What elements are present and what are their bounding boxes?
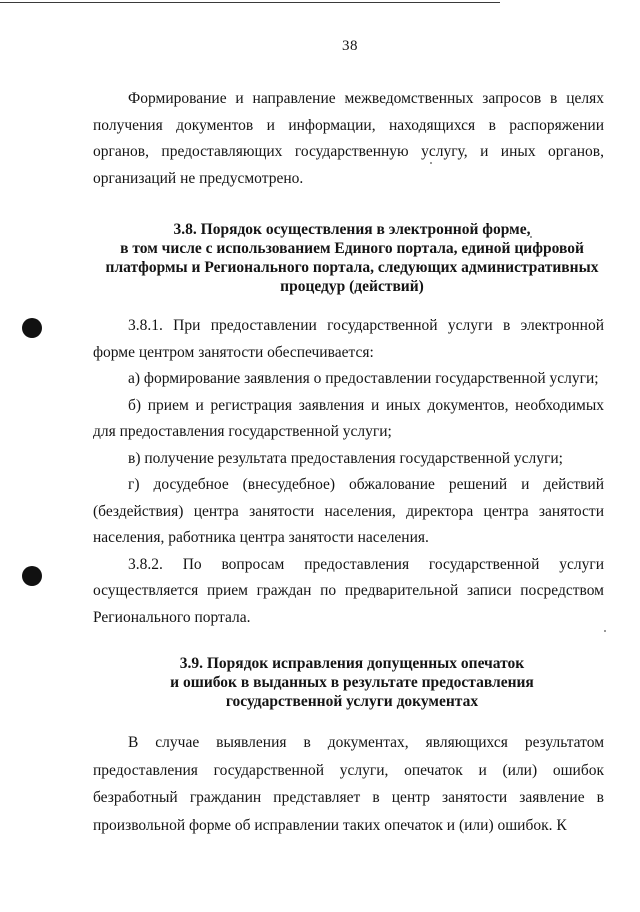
heading-line: государственной услуги документах	[225, 693, 479, 710]
heading-line: и ошибок в выданных в результате предоставления	[170, 674, 534, 691]
intro-paragraph: Формирование и направление межведомственных запросов в целях получения документов и информации, находящихся в распоряжении органов, предоставляющих государственную услугу, и иных органов, организаций не предусмотрено.	[93, 90, 604, 187]
paragraph-3-8-2: 3.8.2. По вопросам предоставления государственной услуги осуществляется прием граждан по предварительной записи посредством Регионального портала.	[93, 555, 604, 626]
heading-line: в том числе с использованием Единого портала, единой цифровой	[120, 240, 584, 257]
list-item-v: в) получение результата предоставления государственной услуги;	[128, 449, 563, 467]
section-3-9-body	[93, 729, 604, 839]
section-3-8-body	[93, 313, 604, 631]
heading-line: процедур (действий)	[280, 278, 424, 295]
scan-speck	[604, 630, 606, 632]
heading-line: 3.8. Порядок осуществления в электронной форме,	[173, 221, 531, 238]
heading-line: 3.9. Порядок исправления допущенных опечаток	[179, 655, 525, 672]
intro-block	[93, 86, 604, 192]
section-3-9-heading	[88, 654, 616, 711]
list-item-g: г) досудебное (внесудебное) обжалование решений и действий (бездействия) центра занятости населения, директора центра занятости населения, работника центра занятости населения.	[93, 476, 604, 546]
paragraph-3-9-1: В случае выявления в документах, являющихся результатом предоставления государственной услуги, опечаток и (или) ошибок безработный гражданин представляет в центр занятости заявление в произвольной форме об исправлении таких опечаток и (или) ошибок. К	[93, 734, 604, 834]
paragraph-3-8-1: 3.8.1. При предоставлении государственной услуги в электронной форме центром занятости обеспечивается:	[93, 317, 604, 361]
binder-hole-top	[22, 318, 42, 338]
heading-line: платформы и Регионального портала, следующих административных	[105, 259, 599, 276]
list-item-a: а) формирование заявления о предоставлении государственной услуги;	[128, 370, 599, 387]
top-rule	[0, 2, 500, 3]
binder-hole-bottom	[22, 566, 42, 586]
page-number: 38	[342, 38, 358, 54]
list-item-b: б) прием и регистрация заявления и иных документов, необходимых для предоставления государственной услуги;	[93, 396, 604, 440]
section-3-8-heading	[88, 220, 616, 296]
